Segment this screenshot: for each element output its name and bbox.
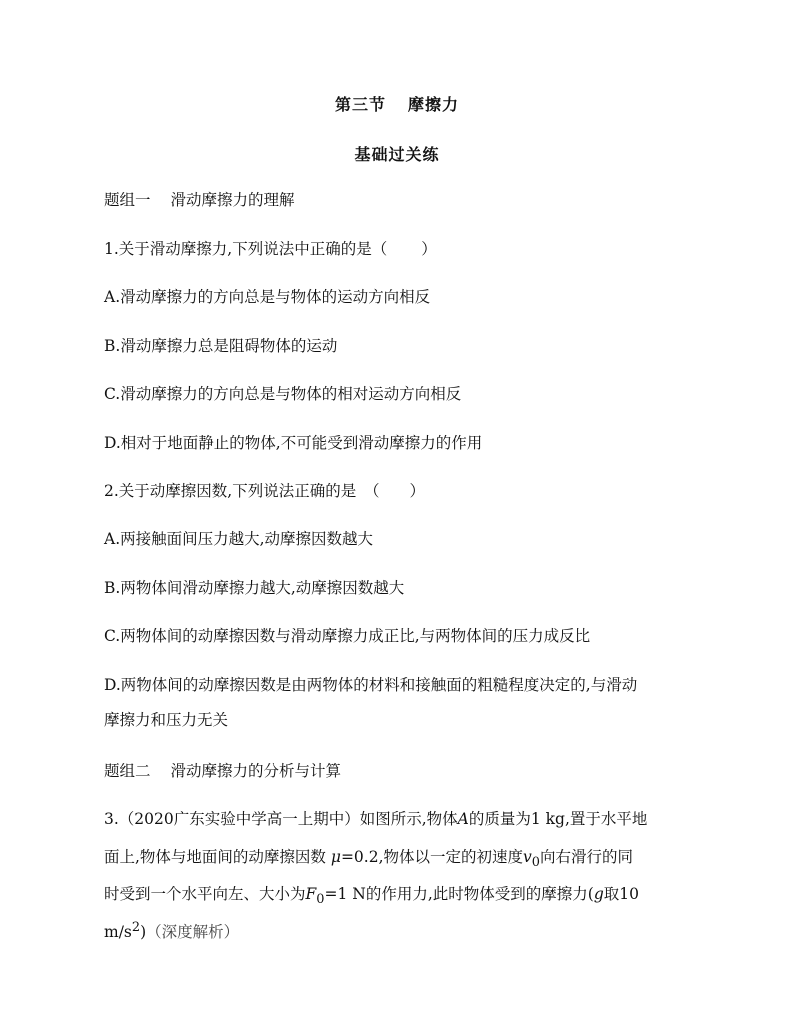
q1-stem	[104, 238, 704, 260]
q3-v-subscript: 0	[531, 855, 540, 871]
q3-f-symbol: F	[305, 885, 317, 903]
q2-stem-close: ）	[409, 482, 425, 500]
page-title	[0, 92, 794, 115]
q1-option-a: A.滑动摩擦力的方向总是与物体的运动方向相反	[104, 288, 431, 306]
group1-label: 题组一	[104, 191, 151, 209]
q1-stem-close: ）	[421, 240, 437, 258]
group1-title: 滑动摩擦力的理解	[170, 191, 295, 209]
q3-var-a: A	[457, 810, 469, 828]
section-title: 摩擦力	[408, 95, 460, 114]
q3-line3-text-c: 取10	[603, 885, 639, 903]
q3-line4	[104, 917, 704, 943]
q1-stem-text: 1.关于滑动摩擦力,下列说法中正确的是（	[104, 240, 388, 258]
q3-line2-text-c: 向右滑行的同	[540, 848, 634, 866]
q1-option-b: B.滑动摩擦力总是阻碍物体的运动	[104, 337, 338, 355]
q3-mu-symbol: μ	[330, 848, 341, 866]
q3-line2-text-a: 面上,物体与地面间的动摩擦因数	[104, 848, 331, 866]
q3-g-symbol: g	[593, 885, 604, 903]
q2-option-d-line1: D.两物体间的动摩擦因数是由两物体的材料和接触面的粗糙程度决定的,与滑动	[104, 676, 638, 694]
q3-unit-exponent: 2	[131, 920, 141, 935]
q3-f-subscript: 0	[316, 892, 325, 908]
q3-line3-text-a: 时受到一个水平向左、大小为	[104, 885, 306, 903]
q2-stem-text: 2.关于动摩擦因数,下列说法正确的是 （	[104, 482, 380, 500]
q2-option-d-line2: 摩擦力和压力无关	[104, 711, 229, 729]
page-subtitle: 基础过关练	[354, 145, 440, 164]
q3-line2-text-b: =0.2,物体以一定的初速度	[340, 848, 524, 866]
q2-option-b: B.两物体间滑动摩擦力越大,动摩擦因数越大	[104, 579, 405, 597]
q3-v-symbol: v	[523, 848, 532, 866]
q3-line4-close: )	[140, 923, 147, 942]
q3-line2	[104, 846, 704, 874]
q2-option-a: A.两接触面间压力越大,动摩擦因数越大	[104, 530, 374, 548]
group2-heading	[104, 760, 704, 782]
q3-line3	[104, 883, 704, 911]
q1-option-d: D.相对于地面静止的物体,不可能受到滑动摩擦力的作用	[104, 434, 483, 452]
group2-title: 滑动摩擦力的分析与计算	[170, 762, 342, 780]
q3-line3-text-b: =1 N的作用力,此时物体受到的摩擦力(	[324, 885, 594, 903]
q3-line1-text-b: 的质量为1 kg,置于水平地	[468, 810, 648, 828]
q3-unit: m/s	[104, 923, 132, 942]
group1-heading	[104, 189, 704, 211]
q3-line1-text-a: 3.（2020广东实验中学高一上期中）如图所示,物体	[104, 810, 458, 828]
q3-deep-analysis-note: （深度解析）	[146, 923, 240, 942]
q2-option-c: C.两物体间的动摩擦因数与滑动摩擦力成正比,与两物体间的压力成反比	[104, 627, 591, 645]
group2-label: 题组二	[104, 762, 151, 780]
section-number: 第三节	[334, 95, 386, 114]
q3-line1	[104, 808, 704, 830]
q2-stem	[104, 480, 704, 502]
q1-option-c: C.滑动摩擦力的方向总是与物体的相对运动方向相反	[104, 385, 462, 403]
